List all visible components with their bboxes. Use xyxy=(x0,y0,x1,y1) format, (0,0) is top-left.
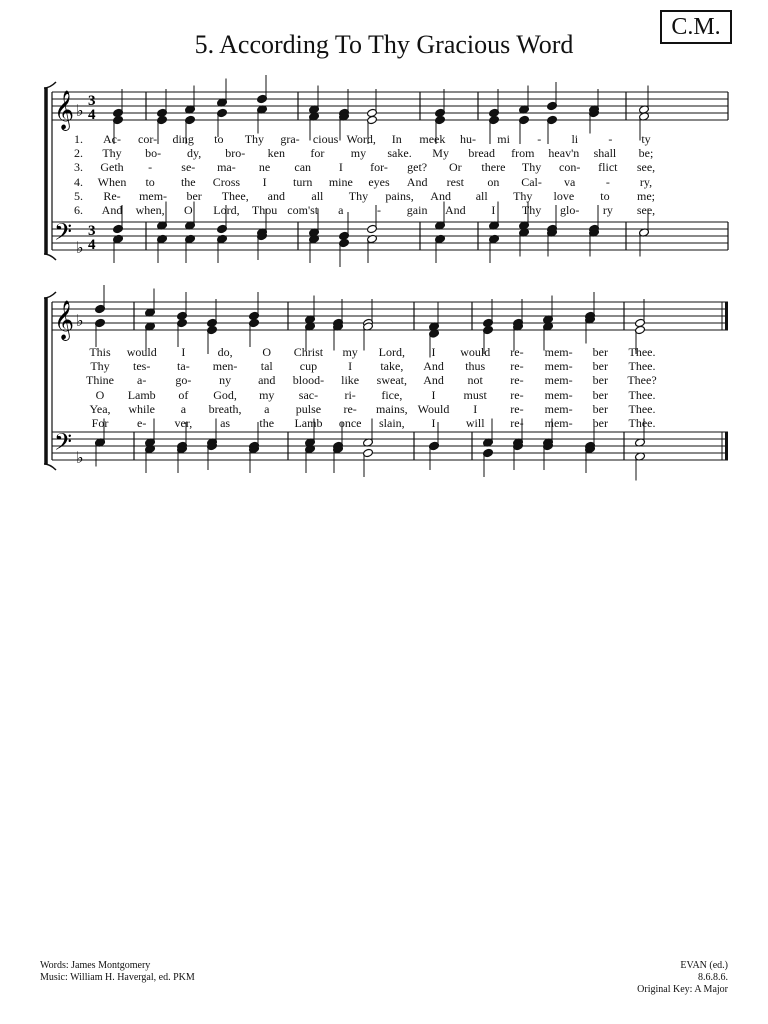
lyric-syllable: O xyxy=(95,387,105,402)
lyric-syllable: while xyxy=(128,401,156,416)
lyric-line xyxy=(0,160,768,174)
lyric-syllable: Lamb xyxy=(294,416,323,430)
lyric-syllable: And xyxy=(423,373,444,388)
lyric-syllable: I xyxy=(431,416,436,430)
lyric-syllable: re- xyxy=(510,416,524,430)
lyric-syllable: Thee. xyxy=(628,401,656,416)
tune-info xyxy=(637,960,728,996)
lyric-line xyxy=(0,416,768,430)
lyric-syllable: breath, xyxy=(208,401,242,416)
lyric-syllable: va xyxy=(564,174,576,189)
lyric-syllable: I xyxy=(431,345,436,359)
lyric-syllable: And xyxy=(444,203,466,217)
verse-number: 2. xyxy=(74,146,83,161)
lyric-syllable: Thee. xyxy=(628,359,656,374)
bracket-hook xyxy=(44,254,56,260)
lyric-syllable: ne xyxy=(258,160,271,175)
lyric-syllable: I xyxy=(262,174,267,189)
lyric-syllable: This xyxy=(89,345,111,359)
lyric-syllable: mem- xyxy=(544,359,573,374)
lyric-syllable: all xyxy=(311,188,324,203)
lyric-syllable: - xyxy=(608,132,613,146)
lyric-syllable: sweat, xyxy=(376,373,408,388)
lyric-syllable: Thy xyxy=(521,160,542,175)
lyric-syllable: slain, xyxy=(379,416,405,430)
key-flat-icon: ♭ xyxy=(76,238,84,257)
key-flat-icon: ♭ xyxy=(76,101,84,120)
lyric-syllable: must xyxy=(463,387,487,402)
lyric-syllable: like xyxy=(341,373,360,388)
lyric-syllable: rest xyxy=(446,174,464,189)
lyric-syllable: of xyxy=(178,387,189,402)
lyric-syllable: I xyxy=(181,345,186,359)
lyric-syllable: will xyxy=(465,416,485,430)
lyric-syllable: Thee? xyxy=(627,373,657,388)
lyric-syllable: Thy xyxy=(90,359,110,374)
lyric-syllable: ry, xyxy=(639,174,653,189)
lyric-syllable: cor- xyxy=(138,132,158,146)
lyric-syllable: would xyxy=(126,345,157,359)
lyric-syllable: My xyxy=(432,146,449,161)
lyric-syllable: re- xyxy=(510,345,524,359)
lyric-line xyxy=(0,373,768,387)
lyric-line xyxy=(0,402,768,416)
lyric-syllable: li xyxy=(571,132,579,146)
bass-clef-icon: 𝄢 xyxy=(54,218,73,251)
lyric-syllable: Thine xyxy=(86,373,114,388)
lyric-syllable: can xyxy=(294,160,312,175)
lyric-line xyxy=(0,359,768,373)
bracket-hook xyxy=(44,464,56,470)
lyric-syllable: eyes xyxy=(368,174,390,189)
lyric-syllable: my xyxy=(350,146,367,161)
lyric-syllable: meek xyxy=(419,132,446,146)
lyric-syllable: to xyxy=(214,132,224,146)
lyric-syllable: Word, xyxy=(346,132,376,146)
lyric-syllable: a xyxy=(264,401,270,416)
lyric-syllable: see, xyxy=(636,160,656,175)
lyric-syllable: Ac- xyxy=(103,132,121,146)
lyric-syllable: Thee, xyxy=(221,188,249,203)
lyric-syllable: re- xyxy=(343,401,357,416)
lyric-syllable: there xyxy=(481,160,506,175)
lyric-syllable: God, xyxy=(213,387,237,402)
lyric-syllable: mem- xyxy=(544,373,573,388)
lyric-syllable: ri- xyxy=(344,387,356,402)
lyric-line xyxy=(0,203,768,217)
lyric-syllable: glo- xyxy=(560,203,580,217)
lyric-syllable: Yea, xyxy=(89,401,111,416)
key-flat-icon: ♭ xyxy=(76,311,84,330)
lyric-syllable: And xyxy=(101,203,123,217)
lyric-syllable: Thee. xyxy=(628,345,656,359)
lyric-syllable: ber xyxy=(592,401,608,416)
lyric-syllable: not xyxy=(467,373,483,388)
final-barline xyxy=(725,432,728,460)
lyric-syllable: shall xyxy=(593,146,617,161)
lyric-syllable: Thee. xyxy=(628,387,656,402)
lyric-syllable: flict xyxy=(598,160,618,175)
lyric-syllable: blood- xyxy=(292,373,325,388)
lyric-syllable: cious xyxy=(312,132,339,146)
lyric-syllable: bro- xyxy=(225,146,246,161)
lyric-syllable: For xyxy=(91,416,109,430)
lyric-syllable: heav'n xyxy=(548,146,580,161)
lyric-syllable: ber xyxy=(592,416,608,430)
lyric-syllable: and xyxy=(267,188,285,203)
lyric-syllable: re- xyxy=(510,373,524,388)
bracket-hook xyxy=(44,292,56,298)
lyric-syllable: dy, xyxy=(187,146,202,161)
lyric-syllable: - xyxy=(605,174,610,189)
verse-number: 6. xyxy=(74,203,83,217)
lyric-syllable: And xyxy=(423,359,444,374)
treble-clef-icon: 𝄞 xyxy=(54,300,75,340)
lyric-syllable: once xyxy=(338,416,362,430)
lyric-syllable: O xyxy=(183,203,193,217)
key-flat-icon: ♭ xyxy=(76,448,84,467)
final-barline xyxy=(725,302,728,330)
lyric-syllable: Thy xyxy=(102,146,122,161)
lyric-syllable: mains, xyxy=(376,401,408,416)
lyric-syllable: mem- xyxy=(544,401,573,416)
lyric-syllable: When xyxy=(97,174,127,189)
lyric-syllable: take, xyxy=(380,359,404,374)
verse-number: 4. xyxy=(74,174,83,189)
lyric-syllable: sake. xyxy=(387,146,412,161)
lyric-syllable: re- xyxy=(510,387,524,402)
lyric-syllable: se- xyxy=(181,160,196,175)
lyric-syllable: Would xyxy=(417,401,450,416)
lyric-syllable: e- xyxy=(137,416,147,430)
lyric-syllable: bo- xyxy=(145,146,162,161)
lyric-syllable: ken xyxy=(267,146,285,161)
lyric-syllable: from xyxy=(511,146,535,161)
lyric-syllable: con- xyxy=(559,160,581,175)
lyric-syllable: Thou xyxy=(251,203,278,217)
lyric-syllable: Thy xyxy=(521,203,542,217)
lyric-syllable: ty xyxy=(641,132,651,146)
lyric-syllable: tal xyxy=(260,359,273,374)
lyric-syllable: all xyxy=(475,188,488,203)
bass-time-signature-bottom: 4 xyxy=(88,237,96,253)
lyric-syllable: Thy xyxy=(513,188,533,203)
lyric-syllable: ding xyxy=(172,132,194,146)
lyric-syllable: ber xyxy=(592,387,608,402)
lyric-syllable: and xyxy=(258,373,276,388)
lyric-syllable: Lord, xyxy=(213,203,240,217)
bass-time-signature-top: 3 xyxy=(88,223,96,239)
lyric-syllable: Or xyxy=(448,160,462,175)
lyric-line xyxy=(0,345,768,359)
lyric-syllable: Lamb xyxy=(127,387,156,402)
lyric-syllable: pulse xyxy=(295,401,322,416)
lyric-syllable: sac- xyxy=(298,387,319,402)
lyric-syllable: to xyxy=(600,188,610,203)
lyric-syllable: re- xyxy=(510,359,524,374)
lyric-syllable: men- xyxy=(212,359,238,374)
lyric-syllable: my xyxy=(342,345,358,359)
lyric-syllable: ber xyxy=(592,345,608,359)
lyric-line xyxy=(0,146,768,160)
lyric-syllable: ber xyxy=(592,373,608,388)
lyric-syllable: O xyxy=(262,345,272,359)
lyric-syllable: Thy xyxy=(244,132,265,146)
verse-number: 5. xyxy=(74,188,83,203)
lyric-syllable: mem- xyxy=(544,416,573,430)
lyric-syllable: gain xyxy=(406,203,428,217)
hymn-title: 5. According To Thy Gracious Word xyxy=(194,30,574,59)
original-key: Original Key: A Major xyxy=(637,984,728,995)
lyric-syllable: Cross xyxy=(212,174,241,189)
lyric-line xyxy=(0,189,768,203)
lyric-syllable: love xyxy=(553,188,575,203)
meter-numbers: 8.6.8.6. xyxy=(698,972,728,983)
lyric-syllable: go- xyxy=(175,373,192,388)
lyric-syllable: ry xyxy=(602,203,613,217)
lyric-syllable: I xyxy=(431,387,436,402)
lyric-syllable: re- xyxy=(510,401,524,416)
lyric-syllable: Geth xyxy=(100,160,124,175)
lyric-syllable: see, xyxy=(636,203,656,217)
lyric-syllable: hu- xyxy=(460,132,476,146)
lyric-syllable: Cal- xyxy=(521,174,542,189)
lyric-syllable: I xyxy=(338,160,343,175)
lyric-syllable: be; xyxy=(638,146,654,161)
lyric-syllable: ber xyxy=(186,188,202,203)
tune-name: EVAN (ed.) xyxy=(680,960,728,971)
meter-label: C.M. xyxy=(660,10,732,44)
lyric-line xyxy=(0,175,768,189)
lyric-syllable: a- xyxy=(137,373,147,388)
lyric-syllable: - xyxy=(537,132,542,146)
treble-time-signature-top: 3 xyxy=(88,93,96,109)
lyric-syllable: gra- xyxy=(280,132,300,146)
lyric-syllable: cup xyxy=(299,359,318,374)
lyric-syllable: a xyxy=(180,401,187,416)
lyric-line xyxy=(0,388,768,402)
lyric-syllable: the xyxy=(180,174,196,189)
lyric-syllable: I xyxy=(473,401,478,416)
lyric-syllable: com'st xyxy=(287,203,319,217)
lyric-syllable: And xyxy=(406,174,428,189)
lyric-syllable: as xyxy=(220,416,231,430)
lyric-syllable: And xyxy=(430,188,451,203)
bass-clef-icon: 𝄢 xyxy=(54,428,73,461)
lyric-syllable: me; xyxy=(637,188,655,203)
lyric-syllable: I xyxy=(491,203,496,217)
lyric-syllable: ver, xyxy=(174,416,193,430)
lyric-syllable: when, xyxy=(135,203,165,217)
lyric-syllable: mem- xyxy=(544,345,573,359)
lyric-syllable: Re- xyxy=(103,188,121,203)
lyric-syllable: Thee. xyxy=(628,416,656,430)
lyric-syllable: pains, xyxy=(385,188,414,203)
lyric-syllable: Lord, xyxy=(378,345,406,359)
lyric-syllable: - xyxy=(148,160,153,175)
lyric-syllable: my xyxy=(259,387,275,402)
words-credit: Words: James Montgomery xyxy=(40,960,151,971)
lyric-syllable: ma- xyxy=(217,160,236,175)
lyric-syllable: a xyxy=(338,203,344,217)
verse-number: 1. xyxy=(74,132,83,146)
lyric-syllable: mem- xyxy=(139,188,168,203)
lyric-syllable: on xyxy=(487,174,500,189)
lyric-syllable: thus xyxy=(465,359,486,374)
lyric-syllable: Thy xyxy=(348,188,369,203)
lyric-syllable: for- xyxy=(370,160,388,175)
lyric-syllable: turn xyxy=(293,174,313,189)
lyric-syllable: would xyxy=(460,345,491,359)
lyric-syllable: the xyxy=(259,416,275,430)
lyric-syllable: ny xyxy=(219,373,232,388)
lyric-syllable: bread xyxy=(468,146,496,161)
lyric-syllable: I xyxy=(348,359,353,374)
bracket-hook xyxy=(44,82,56,88)
verse-number: 3. xyxy=(74,160,83,175)
lyric-syllable: In xyxy=(391,132,402,146)
lyric-syllable: ta- xyxy=(177,359,190,374)
treble-time-signature-bottom: 4 xyxy=(88,107,96,123)
lyric-line xyxy=(0,132,768,146)
music-credit: Music: William H. Havergal, ed. PKM xyxy=(40,972,195,983)
lyric-syllable: get? xyxy=(407,160,428,175)
treble-clef-icon: 𝄞 xyxy=(54,90,75,130)
lyric-syllable: do, xyxy=(217,345,233,359)
lyric-syllable: mem- xyxy=(544,387,573,402)
lyric-syllable: to xyxy=(145,174,155,189)
lyric-syllable: fice, xyxy=(381,387,403,402)
lyric-syllable: ber xyxy=(592,359,608,374)
credits xyxy=(40,960,195,984)
lyric-syllable: - xyxy=(377,203,381,217)
lyric-syllable: Christ xyxy=(293,345,324,359)
lyric-syllable: for xyxy=(310,146,325,161)
lyric-syllable: mi xyxy=(497,132,510,146)
lyric-syllable: tes- xyxy=(133,359,151,374)
lyric-syllable: mine xyxy=(328,174,353,189)
